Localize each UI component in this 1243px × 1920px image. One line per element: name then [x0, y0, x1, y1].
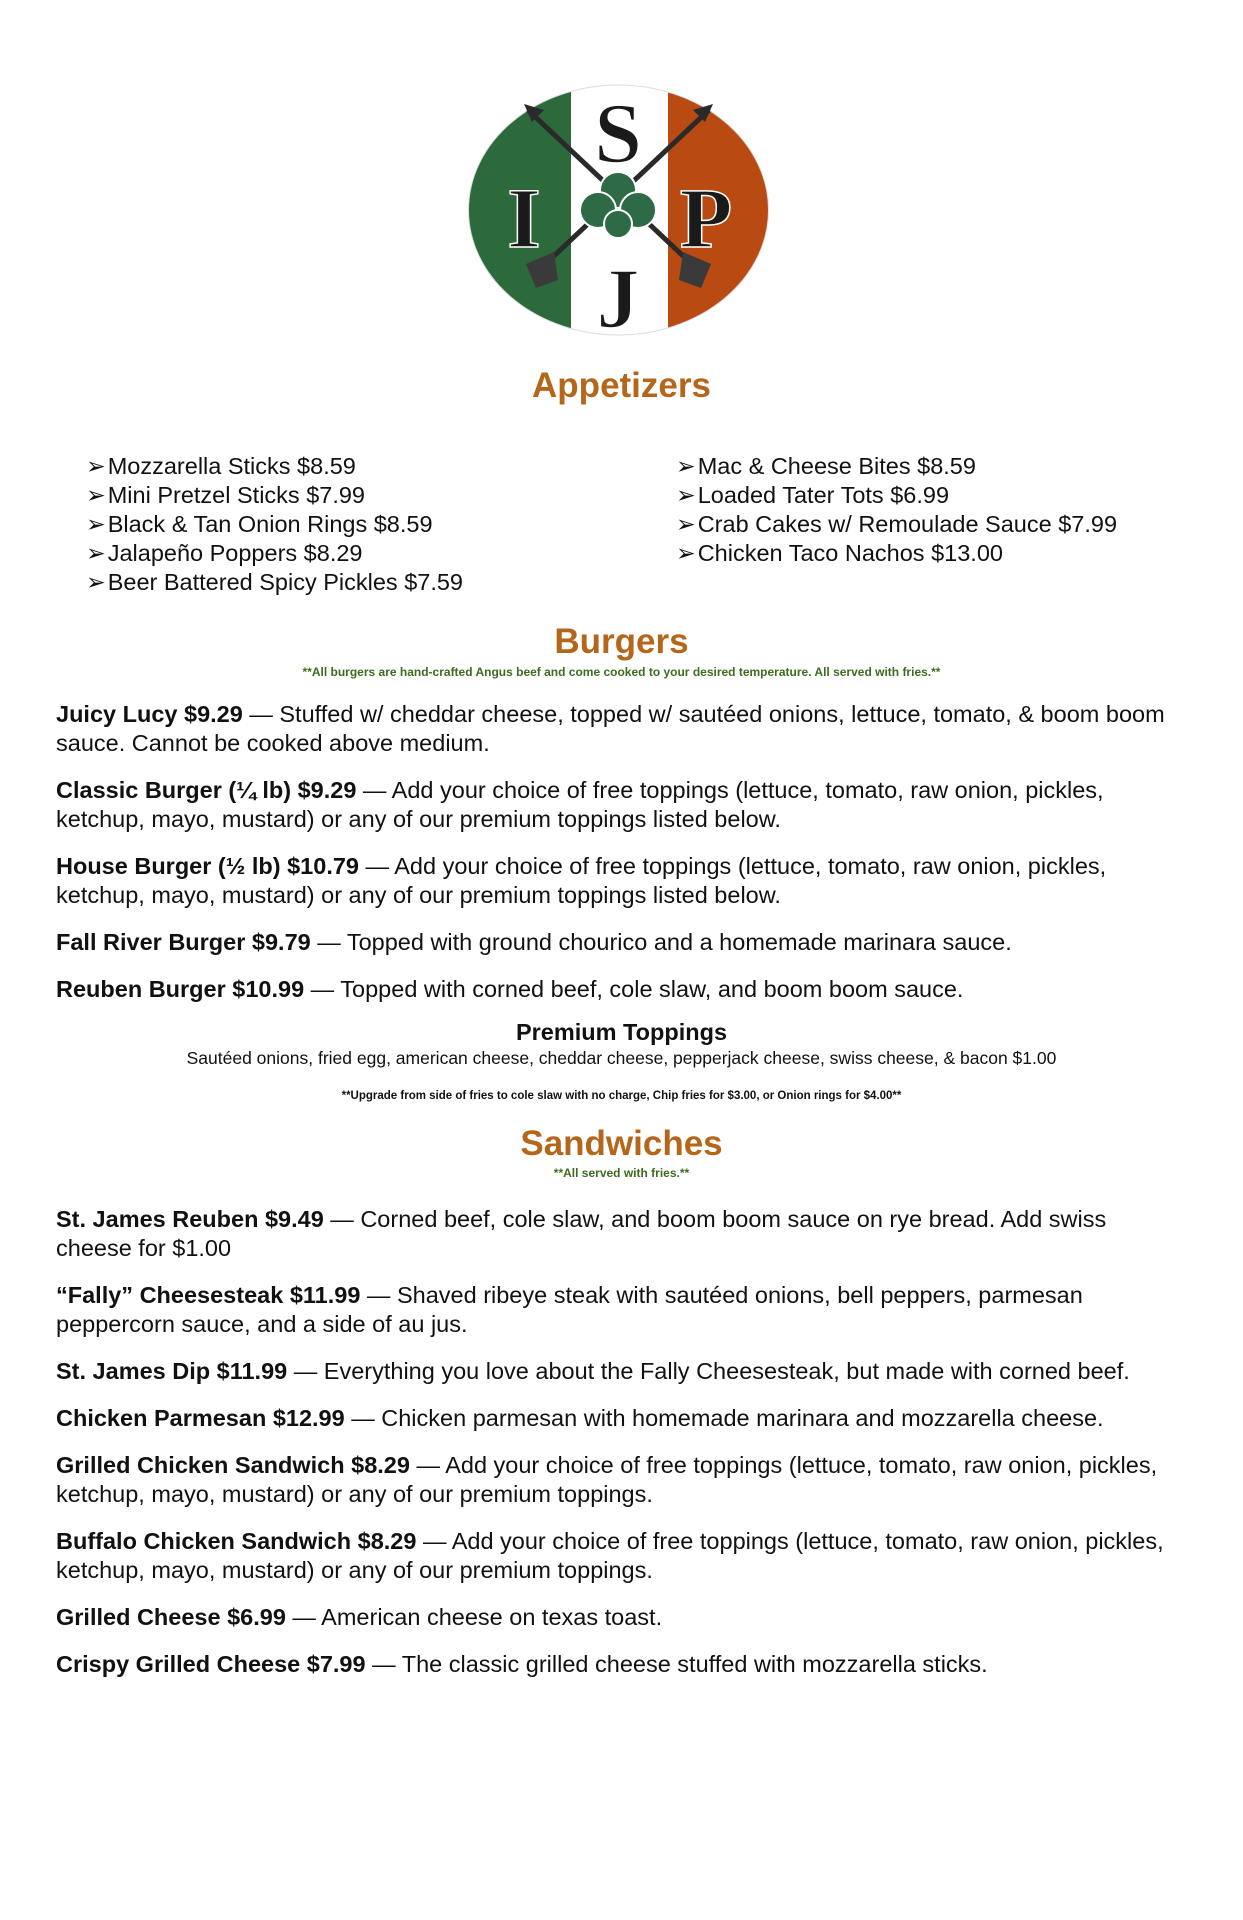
menu-item: Juicy Lucy $9.29 — Stuffed w/ cheddar cheese, topped w/ sautéed onions, lettuce, tomato, & boom boom sauce. Cannot be cooked above medium.	[56, 701, 1165, 756]
appetizers-title: Appetizers	[532, 366, 711, 405]
restaurant-logo	[466, 82, 771, 338]
menu-item: St. James Dip $11.99 — Everything you love about the Fally Cheesesteak, but made with corned beef.	[56, 1358, 1130, 1384]
sandwiches-note: **All served with fries.**	[553, 1166, 690, 1180]
menu-item: Classic Burger (¼ lb) $9.29 — Add your choice of free toppings (lettuce, tomato, raw onion, pickles, ketchup, mayo, mustard) or any of our premium toppings listed below.	[56, 777, 1104, 832]
upgrade-note: **Upgrade from side of fries to cole slaw with no charge, Chip fries for $3.00, or Onion rings for $4.00**	[341, 1090, 902, 1102]
menu-item: Reuben Burger $10.99 — Topped with corned beef, cole slaw, and boom boom sauce.	[56, 976, 964, 1002]
appetizers-list-left	[86, 452, 463, 597]
premium-toppings-text: Sautéed onions, fried egg, american cheese, cheddar cheese, pepperjack cheese, swiss cheese, & bacon $1.00	[186, 1048, 1057, 1068]
menu-item: Buffalo Chicken Sandwich $8.29 — Add your choice of free toppings (lettuce, tomato, raw onion, pickles, ketchup, mayo, mustard) or any of our premium toppings.	[56, 1528, 1164, 1583]
burgers-note: **All burgers are hand-crafted Angus beef and come cooked to your desired temperature. All served with fries.**	[302, 665, 941, 679]
list-item: ➢Chicken Taco Nachos $13.00	[676, 540, 1003, 566]
list-item: ➢Loaded Tater Tots $6.99	[676, 482, 950, 508]
bullet-arrow-icon: ➢	[676, 511, 696, 537]
bullet-arrow-icon: ➢	[86, 540, 106, 566]
burgers-title: Burgers	[554, 622, 689, 661]
bullet-arrow-icon: ➢	[676, 453, 696, 479]
menu-item: Crispy Grilled Cheese $7.99 — The classic grilled cheese stuffed with mozzarella sticks.	[56, 1651, 988, 1677]
list-item: ➢Crab Cakes w/ Remoulade Sauce $7.99	[676, 511, 1118, 537]
menu-item: Grilled Chicken Sandwich $8.29 — Add your choice of free toppings (lettuce, tomato, raw onion, pickles, ketchup, mayo, mustard) or any of our premium toppings.	[56, 1452, 1158, 1507]
bullet-arrow-icon: ➢	[86, 482, 106, 508]
bullet-arrow-icon: ➢	[86, 453, 106, 479]
list-item: ➢Jalapeño Poppers $8.29	[86, 540, 363, 566]
list-item: ➢Beer Battered Spicy Pickles $7.59	[86, 569, 464, 595]
menu-item: Chicken Parmesan $12.99 — Chicken parmesan with homemade marinara and mozzarella cheese.	[56, 1405, 1104, 1431]
logo-letter-p: P	[679, 170, 733, 266]
logo-letter-j: J	[596, 250, 640, 338]
sandwiches-title: Sandwiches	[520, 1124, 723, 1163]
list-item: ➢Black & Tan Onion Rings $8.59	[86, 511, 433, 537]
logo-letter-s: S	[594, 85, 642, 181]
menu-item: Grilled Cheese $6.99 — American cheese on texas toast.	[56, 1604, 663, 1630]
appetizers-list-right	[676, 452, 1117, 568]
burgers-list	[56, 700, 1186, 1022]
list-item: ➢Mozzarella Sticks $8.59	[86, 453, 356, 479]
logo-letter-i: I	[507, 170, 541, 266]
bullet-arrow-icon: ➢	[86, 569, 106, 595]
premium-toppings-title: Premium Toppings	[515, 1019, 728, 1045]
menu-item: Fall River Burger $9.79 — Topped with ground chourico and a homemade marinara sauce.	[56, 929, 1012, 955]
bullet-arrow-icon: ➢	[86, 511, 106, 537]
sandwiches-list	[56, 1205, 1186, 1697]
menu-item: “Fally” Cheesesteak $11.99 — Shaved ribeye steak with sautéed onions, bell peppers, parmesan peppercorn sauce, and a side of au jus.	[56, 1282, 1083, 1337]
list-item: ➢Mac & Cheese Bites $8.59	[676, 453, 976, 479]
bullet-arrow-icon: ➢	[676, 540, 696, 566]
menu-item: House Burger (½ lb) $10.79 — Add your choice of free toppings (lettuce, tomato, raw onion, pickles, ketchup, mayo, mustard) or any of our premium toppings listed below.	[56, 853, 1107, 908]
bullet-arrow-icon: ➢	[676, 482, 696, 508]
menu-item: St. James Reuben $9.49 — Corned beef, cole slaw, and boom boom sauce on rye bread. Add swiss cheese for $1.00	[56, 1206, 1107, 1261]
list-item: ➢Mini Pretzel Sticks $7.99	[86, 482, 365, 508]
